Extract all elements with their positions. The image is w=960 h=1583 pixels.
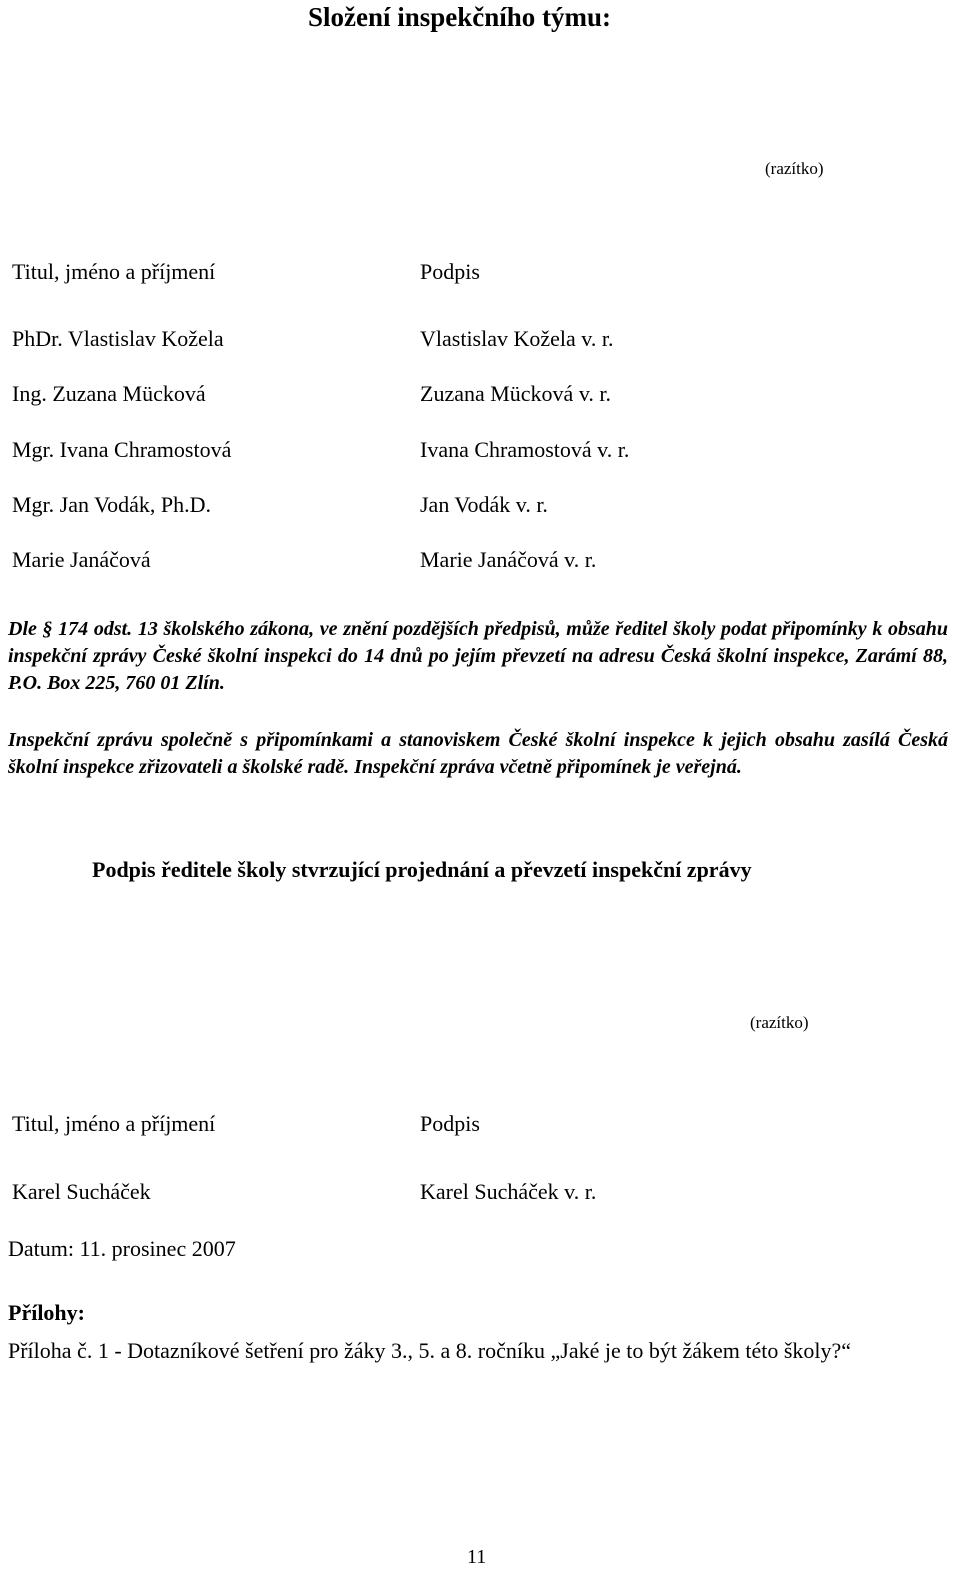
director-name: Karel Sucháček <box>12 1179 151 1204</box>
team-member-signature: Vlastislav Kožela v. r. <box>420 326 614 351</box>
attachment-item: Příloha č. 1 - Dotazníkové šetření pro žáky 3., 5. a 8. ročníku „Jaké je to být žákem této školy?“ <box>8 1338 852 1363</box>
publication-notice-paragraph: Inspekční zprávu společně s připomínkami a stanoviskem České školní inspekce k jejich obsahu zasílá Česká školní inspekce zřizovateli a školské radě. Inspekční zpráva včetně připomínek je veřejná. <box>8 729 948 778</box>
report-date: Datum: 11. prosinec 2007 <box>8 1236 236 1261</box>
team-header-name: Titul, jméno a příjmení <box>12 259 216 284</box>
director-header-signature: Podpis <box>420 1111 480 1136</box>
stamp-label: (razítko) <box>750 1013 809 1032</box>
director-signature: Karel Sucháček v. r. <box>420 1179 597 1204</box>
team-member-signature: Marie Janáčová v. r. <box>420 547 597 572</box>
director-signature-heading: Podpis ředitele školy stvrzující projednání a převzetí inspekční zprávy <box>92 857 752 882</box>
team-member-name: Mgr. Jan Vodák, Ph.D. <box>12 492 212 517</box>
page-number: 11 <box>467 1546 487 1568</box>
team-member-signature: Jan Vodák v. r. <box>420 492 548 517</box>
legal-notice-paragraph: Dle § 174 odst. 13 školského zákona, ve znění pozdějších předpisů, může ředitel školy podat připomínky k obsahu inspekční zprávy České školní inspekci do 14 dnů po jejím převzetí na adresu Česká školní inspekce, Zarámí 88, P.O. Box 225, 760 01 Zlín. <box>8 618 948 694</box>
team-member-signature: Zuzana Mücková v. r. <box>420 381 612 406</box>
team-member-signature: Ivana Chramostová v. r. <box>420 437 630 462</box>
page-title: Složení inspekčního týmu: <box>308 2 612 32</box>
team-member-name: Mgr. Ivana Chramostová <box>12 437 232 462</box>
attachments-heading: Přílohy: <box>8 1300 85 1325</box>
team-member-name: Ing. Zuzana Mücková <box>12 381 206 406</box>
team-header-signature: Podpis <box>420 259 480 284</box>
director-header-name: Titul, jméno a příjmení <box>12 1111 216 1136</box>
team-member-name: PhDr. Vlastislav Kožela <box>12 326 224 351</box>
stamp-label: (razítko) <box>765 159 824 178</box>
team-member-name: Marie Janáčová <box>12 547 151 572</box>
